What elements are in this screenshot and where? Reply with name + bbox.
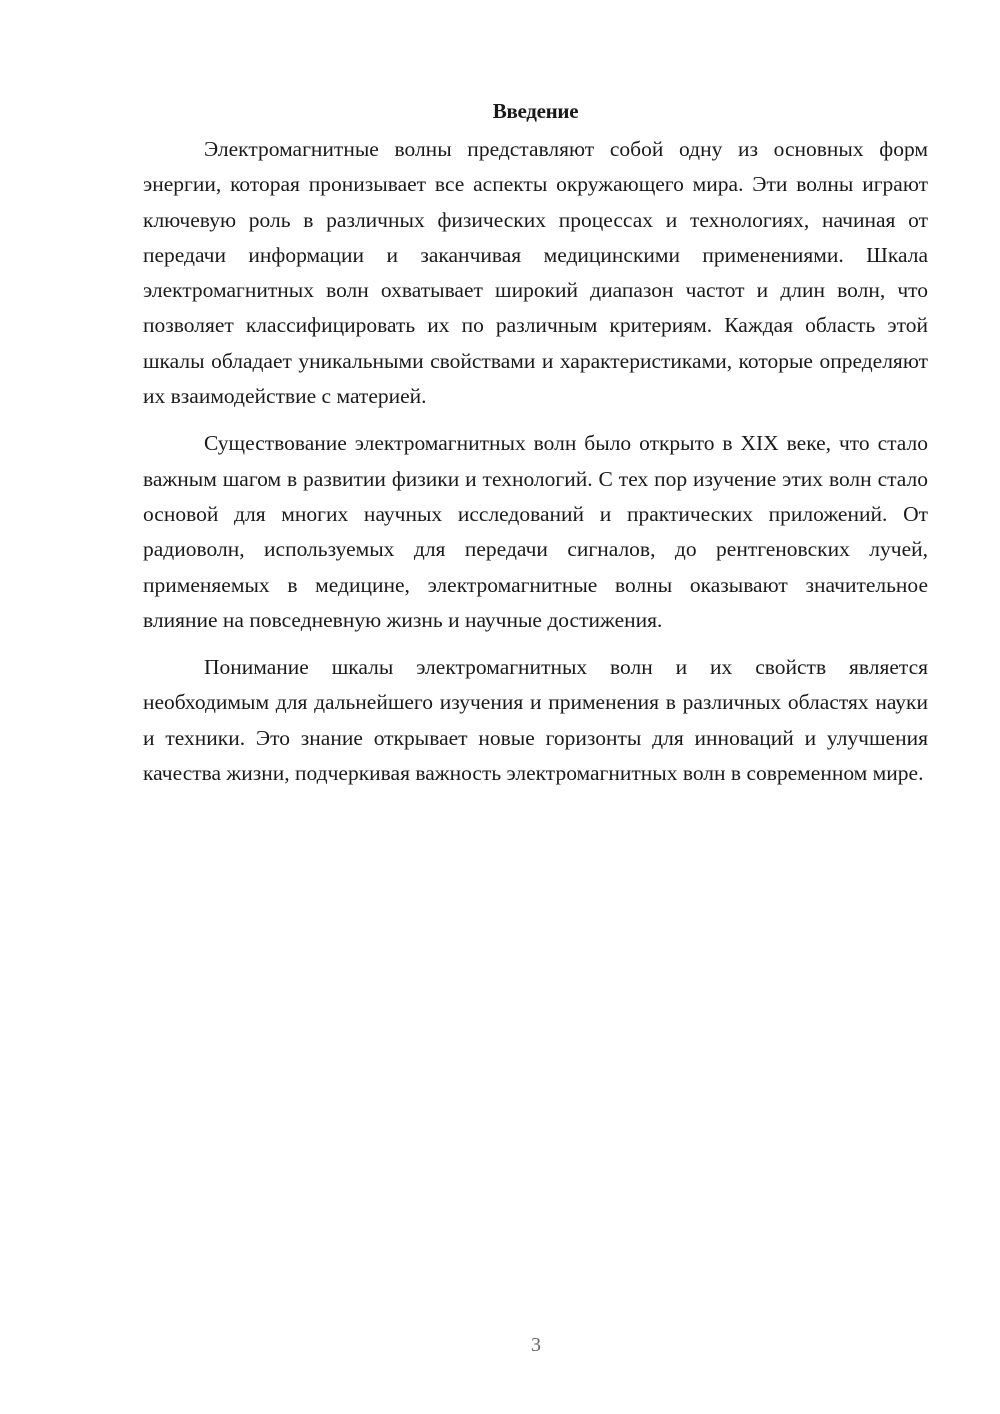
paragraph-3: Понимание шкалы электромагнитных волн и их свойств является необходимым для дальнейшего изучения и применения в различных областях науки и техники. Это знание открывает новые горизонты для инноваций и улучшения качества жизни, подчеркивая важность электромагнитных волн в современном мире. [143, 655, 928, 786]
page-number: 3 [531, 1334, 541, 1356]
paragraph-1: Электромагнитные волны представляют собой одну из основных форм энергии, которая пронизывает все аспекты окружающего мира. Эти волны играют ключевую роль в различных физических процессах и технологиях, начиная от передачи информации и заканчивая медицинскими применениями. Шкала электромагнитных волн охватывает широкий диапазон частот и длин волн, что позволяет классифицировать их по различным критериям. Каждая область этой шкалы обладает уникальными свойствами и характеристиками, которые определяют их взаимодействие с материей. [143, 137, 928, 409]
page-content [143, 96, 928, 803]
paragraph-2: Существование электромагнитных волн было открыто в XIX веке, что стало важным шагом в развитии физики и технологий. С тех пор изучение этих волн стало основой для многих научных исследований и практических приложений. От радиоволн, используемых для передачи сигналов, до рентгеновских лучей, применяемых в медицине, электромагнитные волны оказывают значительное влияние на повседневную жизнь и научные достижения. [143, 431, 928, 632]
section-title: Введение [492, 99, 579, 123]
